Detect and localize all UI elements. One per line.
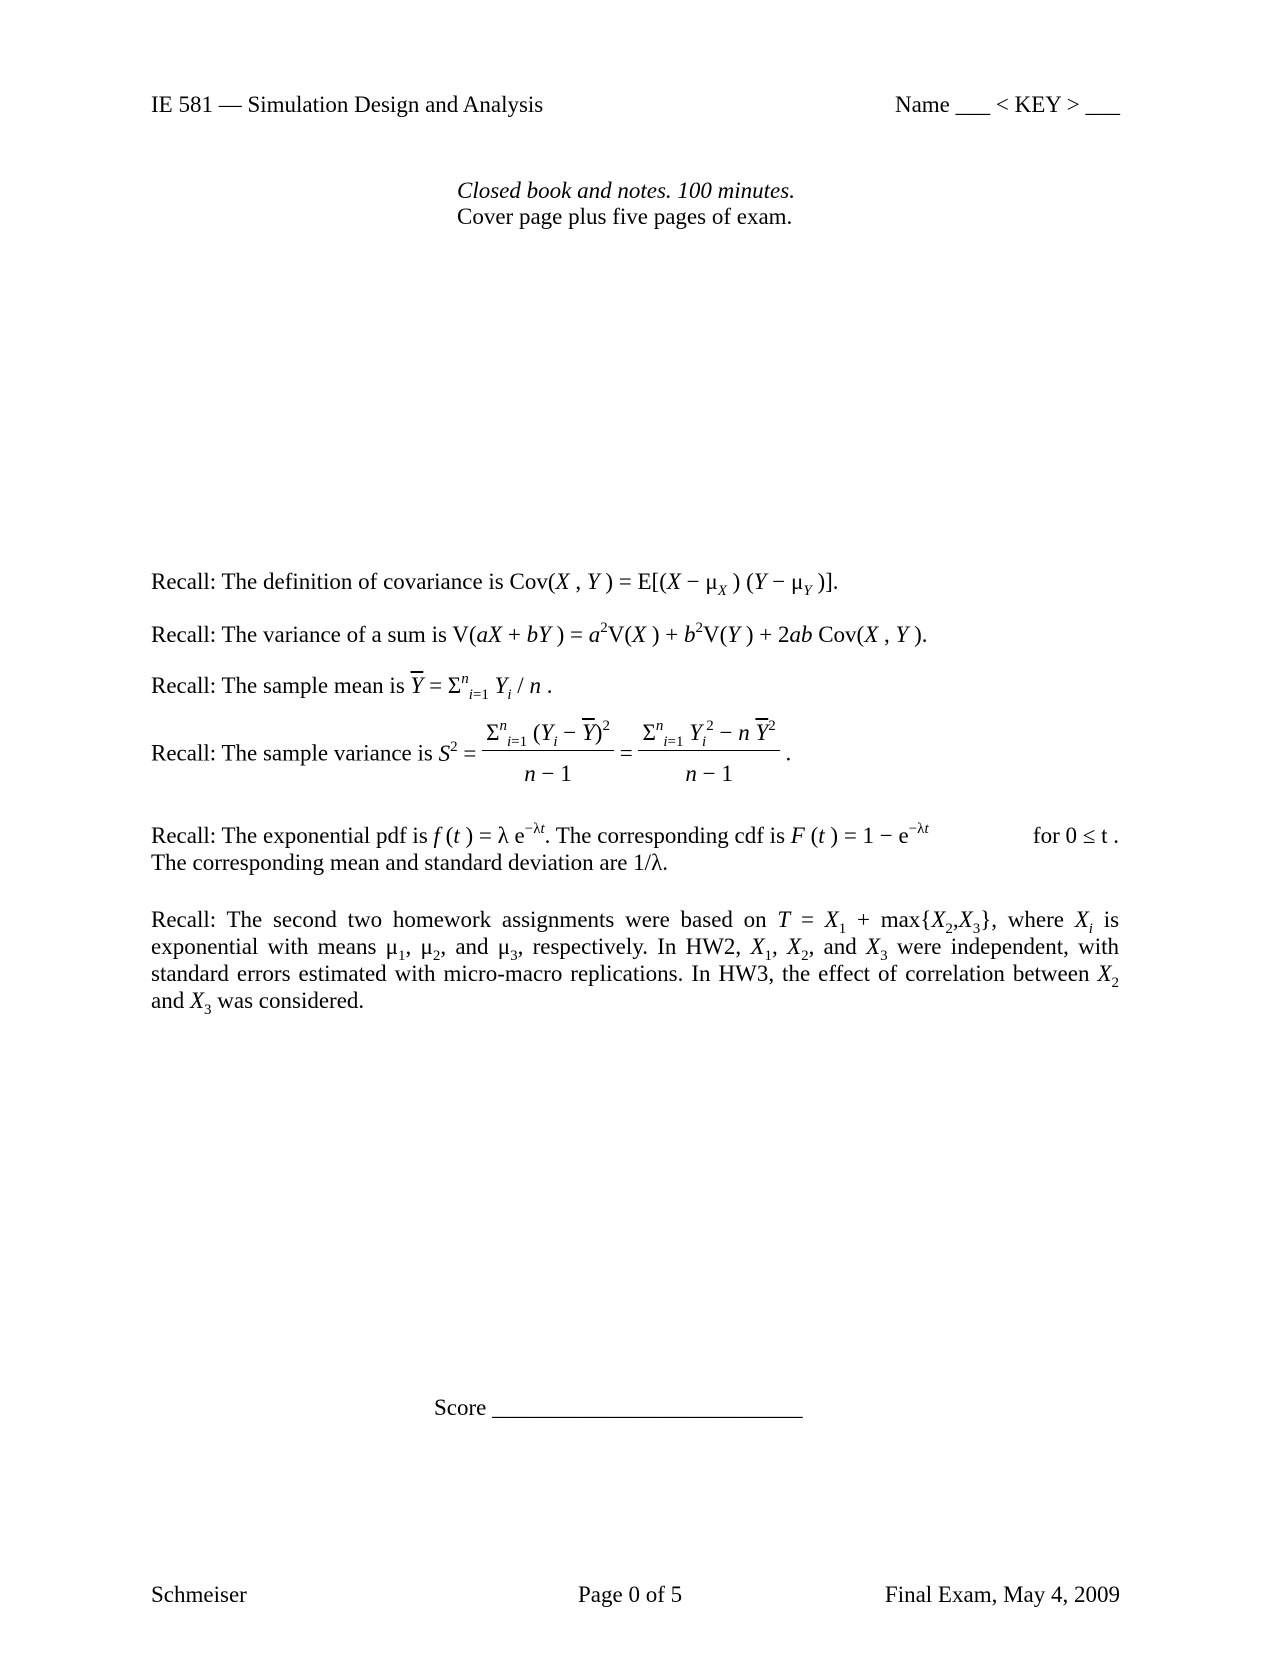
footer-page-number: Page 0 of 5 <box>578 1582 683 1607</box>
recall-sample-mean-text: Recall: The sample mean is <box>151 673 405 698</box>
recall-exponential-cdf-text: . The corresponding cdf is <box>544 823 786 848</box>
recall-homework-where: , where <box>991 907 1064 932</box>
name-field: Name ___ < KEY > ___ <box>894 92 1120 117</box>
variance-fraction-2: $\frac{\Sigma^n_{i=1} Y_i^2 - n \overline{Y}^2}{n - 1}$ <box>638 720 779 787</box>
variance-fraction-1: $\frac{\Sigma^n_{i=1} (Y_i - \overline{Y})^2}{n - 1}$ <box>482 720 614 787</box>
footer-exam-date: Final Exam, May 4, 2009 <box>884 1582 1120 1607</box>
score-field <box>434 1395 803 1421</box>
score-label: Score <box>434 1395 487 1420</box>
recall-homework-were: were independent, with standard errors estimated with micro-macro replications. In HW3, the effect of correlation between <box>151 934 1120 986</box>
recall-homework-respectively: respectively. In HW2, <box>532 934 742 959</box>
recall-sample-variance: Recall: The sample variance is $S^2$ = $\frac{\Sigma^n_{i=1} (Y_i - \overline{Y})^2}{n - 1}$ = $\frac{\Sigma^n_{i=1} Y_i^2 - n \overline{Y}^2}{n - 1}$ . <box>151 718 792 786</box>
recall-variance-sum-text: Recall: The variance of a sum is <box>151 622 447 647</box>
recall-homework-exponential: is exponential with means <box>151 907 1120 959</box>
score-blank: ___________________________ <box>492 1395 803 1420</box>
recall-homework-considered: was considered. <box>217 988 365 1013</box>
footer-author: Schmeiser <box>151 1582 247 1607</box>
recall-covariance: Recall: The definition of covariance is Cov(X , Y ) = $E[(X - \mu_X$ ) ($Y - \mu_Y$ )]. <box>151 569 839 599</box>
recall-exponential-mean-sd: The corresponding mean and standard deviation are 1/λ. <box>151 850 668 875</box>
exam-rules: Closed book and notes. 100 minutes. <box>457 178 795 203</box>
recall-exponential-text: Recall: The exponential pdf is <box>151 823 428 848</box>
recall-covariance-text: Recall: The definition of covariance is <box>151 569 504 594</box>
recall-sample-mean: Recall: The sample mean is $\overline{Y} = \Sigma^n_{i=1}$ $Y_i$ / n . <box>151 671 553 703</box>
recall-sample-variance-text: Recall: The sample variance is <box>151 740 433 766</box>
recall-homework: Recall: The second two homework assignments were based on $T = X_1 + \max\{X_2,X_3\}$, where $X_i$ is exponential with means $\mu_1$, $\mu_2$, and $\mu_3$, respectively. In HW2, $X_1$, $X_2$, and $X_3$ were independent, with standard errors estimated with micro-macro replications. In HW3, the effect of correlation between $X_2$ and $X_3$ was considered. <box>151 907 1120 1018</box>
recall-exponential-range: for 0 ≤ t . <box>1032 823 1119 848</box>
exam-pages-note: Cover page plus five pages of exam. <box>457 204 793 229</box>
recall-exponential: Recall: The exponential pdf is f (t ) = λ $e^{-\lambda t}$. The corresponding cdf is F (t ) = $1 - e^{-\lambda t}$ for 0 ≤ t . The corresponding mean and standard deviation are 1/λ. <box>151 821 1119 875</box>
recall-homework-text: Recall: The second two homework assignments were based on <box>151 907 767 932</box>
course-title: IE 581 — Simulation Design and Analysis <box>151 92 544 117</box>
recall-variance-sum: Recall: The variance of a sum is V(aX + bY ) = $a^2V(X$ ) + $b^2V(Y$ ) + 2ab Cov(X , Y ). <box>151 620 928 647</box>
